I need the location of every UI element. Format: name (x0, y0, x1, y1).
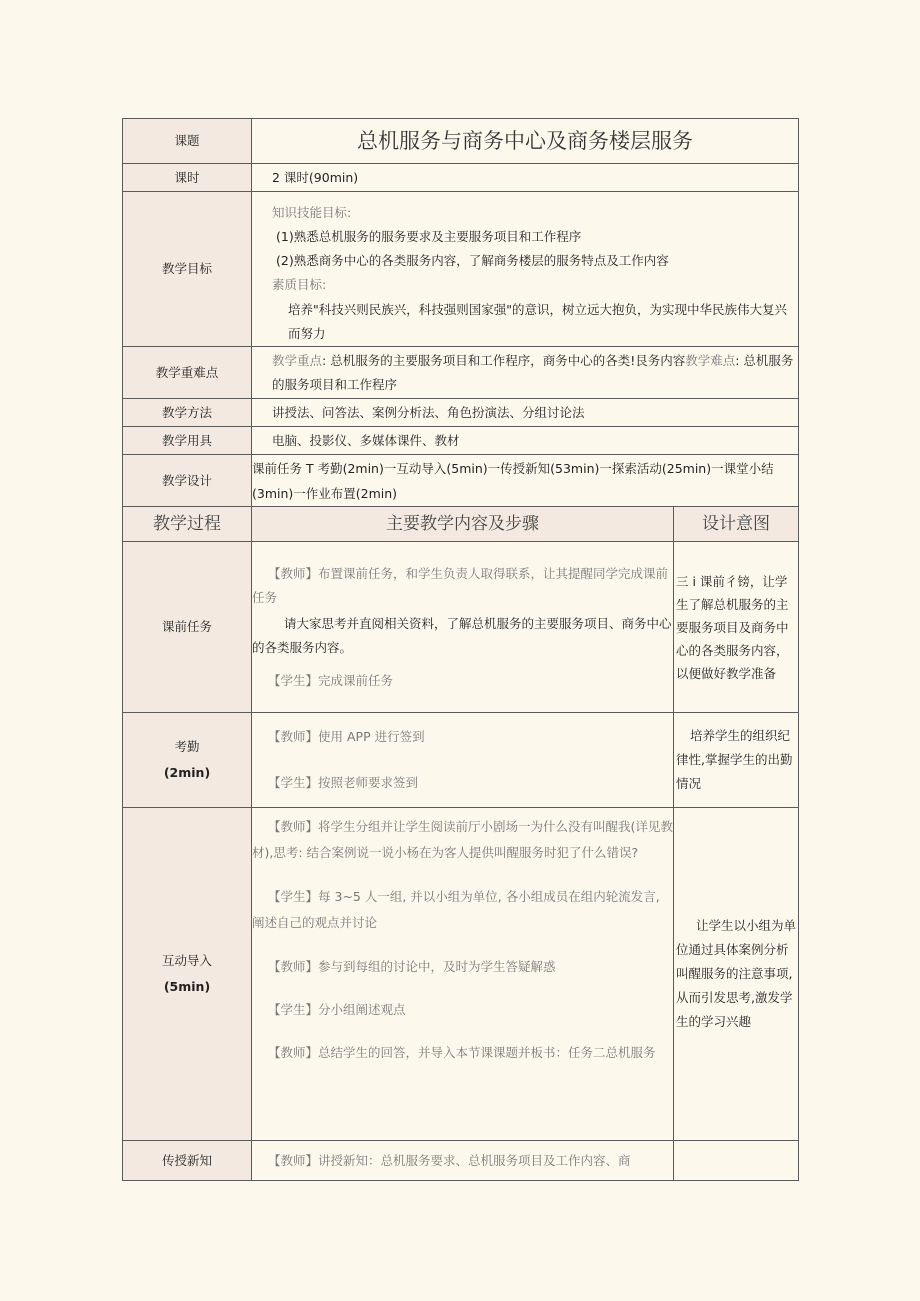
quality-heading: 素质目标: (272, 277, 327, 292)
tools-value: 电脑、投影仪、多媒体课件、教材 (252, 427, 799, 455)
knowledge-heading: 知识技能目标: (272, 205, 352, 220)
process-header-row (123, 507, 799, 542)
interactive-stage-name: 互动导入 (161, 953, 212, 968)
new-knowledge-intent (674, 1141, 799, 1181)
pre-task-teacher-text: 布置课前任务，和学生负责人取得联系，让其提醒同学完成课前任务 (252, 566, 669, 605)
interactive-stage-min: (5min) (163, 979, 211, 994)
knowledge-item-2: (2)熟悉商务中心的各类服务内容，了解商务楼层的服务特点及工作内容 (276, 253, 669, 268)
new-knowledge-teacher-text: 讲授新知：总机服务要求、总机服务项目及工作内容、商 (318, 1152, 631, 1168)
tools-label: 教学用具 (123, 427, 252, 455)
interactive-teacher-3 (252, 1042, 673, 1064)
new-knowledge-stage: 传授新知 (123, 1141, 252, 1181)
key-tag: 教学重点 (272, 352, 323, 368)
attendance-teacher-text: 使用 APP 进行签到 (318, 729, 425, 744)
attendance-student (252, 772, 673, 794)
tools-row (123, 427, 799, 455)
attendance-stage-name: 考勤 (174, 739, 200, 754)
topic-title: 总机服务与商务中心及商务楼层服务 (252, 119, 799, 164)
teacher-tag: 【教师】 (268, 1045, 319, 1060)
interactive-intent: 让学生以小组为单位通过具体案例分析叫醒服务的注意事项,从而引发思考,激发学生的学习兴趣 (674, 808, 799, 1141)
hours-row (123, 164, 799, 192)
keypoints-content (252, 347, 799, 399)
keypoints-label: 教学重难点 (123, 347, 252, 399)
design-row (123, 455, 799, 507)
quality-text: 培养"科技兴则民族兴，科技强则国家强"的意识，树立远大抱负，为实现中华民族伟大复兴而努力 (288, 302, 788, 341)
teacher-tag: 【教师】 (268, 1152, 319, 1168)
student-tag: 【学生】 (268, 1002, 319, 1017)
interactive-teacher-2 (252, 956, 673, 978)
teacher-tag: 【教师】 (268, 729, 319, 744)
interactive-teacher-1-text: 将学生分组并让学生阅读前厅小剧场一为什么没有叫醒我(详见教材),思考: 结合案例说一说小杨在为客人提供叫醒服务时犯了什么错误? (252, 819, 673, 860)
header-intent: 设计意图 (674, 507, 799, 542)
pre-task-body: 请大家思考并直阅相关资料，了解总机服务的主要服务项目、商务中心的各类服务内容。 (252, 616, 672, 655)
pre-task-teacher (252, 562, 673, 610)
goals-label: 教学目标 (123, 192, 252, 347)
new-knowledge-row (123, 1141, 799, 1181)
teacher-tag: 【教师】 (268, 959, 319, 974)
pre-task-stage: 课前任务 (123, 542, 252, 713)
methods-value: 讲授法、问答法、案例分析法、角色扮演法、分组讨论法 (252, 399, 799, 427)
header-content: 主要教学内容及步骤 (252, 507, 674, 542)
student-tag: 【学生】 (268, 889, 319, 904)
pre-task-student-text: 完成课前任务 (318, 673, 394, 688)
attendance-student-text: 按照老师要求签到 (318, 775, 419, 790)
interactive-teacher-3-text: 总结学生的回答，并导入本节课课题并板书：任务二总机服务 (318, 1045, 656, 1060)
interactive-row (123, 808, 799, 1141)
header-process: 教学过程 (123, 507, 252, 542)
interactive-teacher-2-text: 参与到每组的讨论中，及时为学生答疑解惑 (318, 959, 556, 974)
attendance-row (123, 713, 799, 808)
topic-label: 课题 (123, 119, 252, 164)
methods-label: 教学方法 (123, 399, 252, 427)
new-knowledge-teacher (252, 1150, 673, 1172)
attendance-teacher (252, 726, 673, 748)
new-knowledge-content (252, 1141, 674, 1181)
attendance-content (252, 713, 674, 808)
student-tag: 【学生】 (268, 775, 319, 790)
lesson-plan-table (122, 118, 799, 1181)
attendance-stage (123, 713, 252, 808)
goals-row (123, 192, 799, 347)
attendance-intent: 培养学生的组织纪律性,掌握学生的出勤情况 (674, 713, 799, 808)
key-text: : 总机服务的主要服务项目和工作程序，商务中心的各类!艮务内容 (322, 352, 686, 368)
pre-task-row (123, 542, 799, 713)
pre-task-content (252, 542, 674, 713)
attendance-stage-min: (2min) (163, 765, 211, 780)
topic-row (123, 119, 799, 164)
keypoints-row (123, 347, 799, 399)
interactive-student-2 (252, 999, 673, 1021)
student-tag: 【学生】 (268, 673, 319, 688)
methods-row (123, 399, 799, 427)
interactive-content (252, 808, 674, 1141)
design-label: 教学设计 (123, 455, 252, 507)
pre-task-intent: 三 i 课前彳镑，让学生了解总机服务的主要服务项目及商务中心的各类服务内容，以便做好教学准备 (674, 542, 799, 713)
difficult-text: : 总机服务的服务项目和工作程序 (272, 352, 794, 392)
interactive-student-2-text: 分小组阐述观点 (318, 1002, 406, 1017)
pre-task-student (252, 670, 673, 692)
teacher-tag: 【教师】 (268, 819, 319, 834)
interactive-stage (123, 808, 252, 1141)
goals-content (252, 192, 799, 347)
hours-label: 课时 (123, 164, 252, 192)
interactive-teacher-1 (252, 814, 673, 866)
knowledge-item-1: (1)熟悉总机服务的服务要求及主要服务项目和工作程序 (276, 229, 582, 244)
difficult-tag: 教学难点 (685, 352, 736, 368)
interactive-student-1-text: 每 3~5 人一组, 并以小组为单位, 各小组成员在组内轮流发言, 阐述自己的观点并讨论 (252, 889, 660, 930)
hours-value: 2 课时(90min) (252, 164, 799, 192)
teacher-tag: 【教师】 (268, 566, 319, 581)
design-value: 课前任务 T 考勤(2min)一互动导入(5min)一传授新知(53min)一探索活动(25min)一课堂小结(3min)一作业布置(2min) (252, 455, 799, 507)
interactive-student-1 (252, 884, 673, 936)
